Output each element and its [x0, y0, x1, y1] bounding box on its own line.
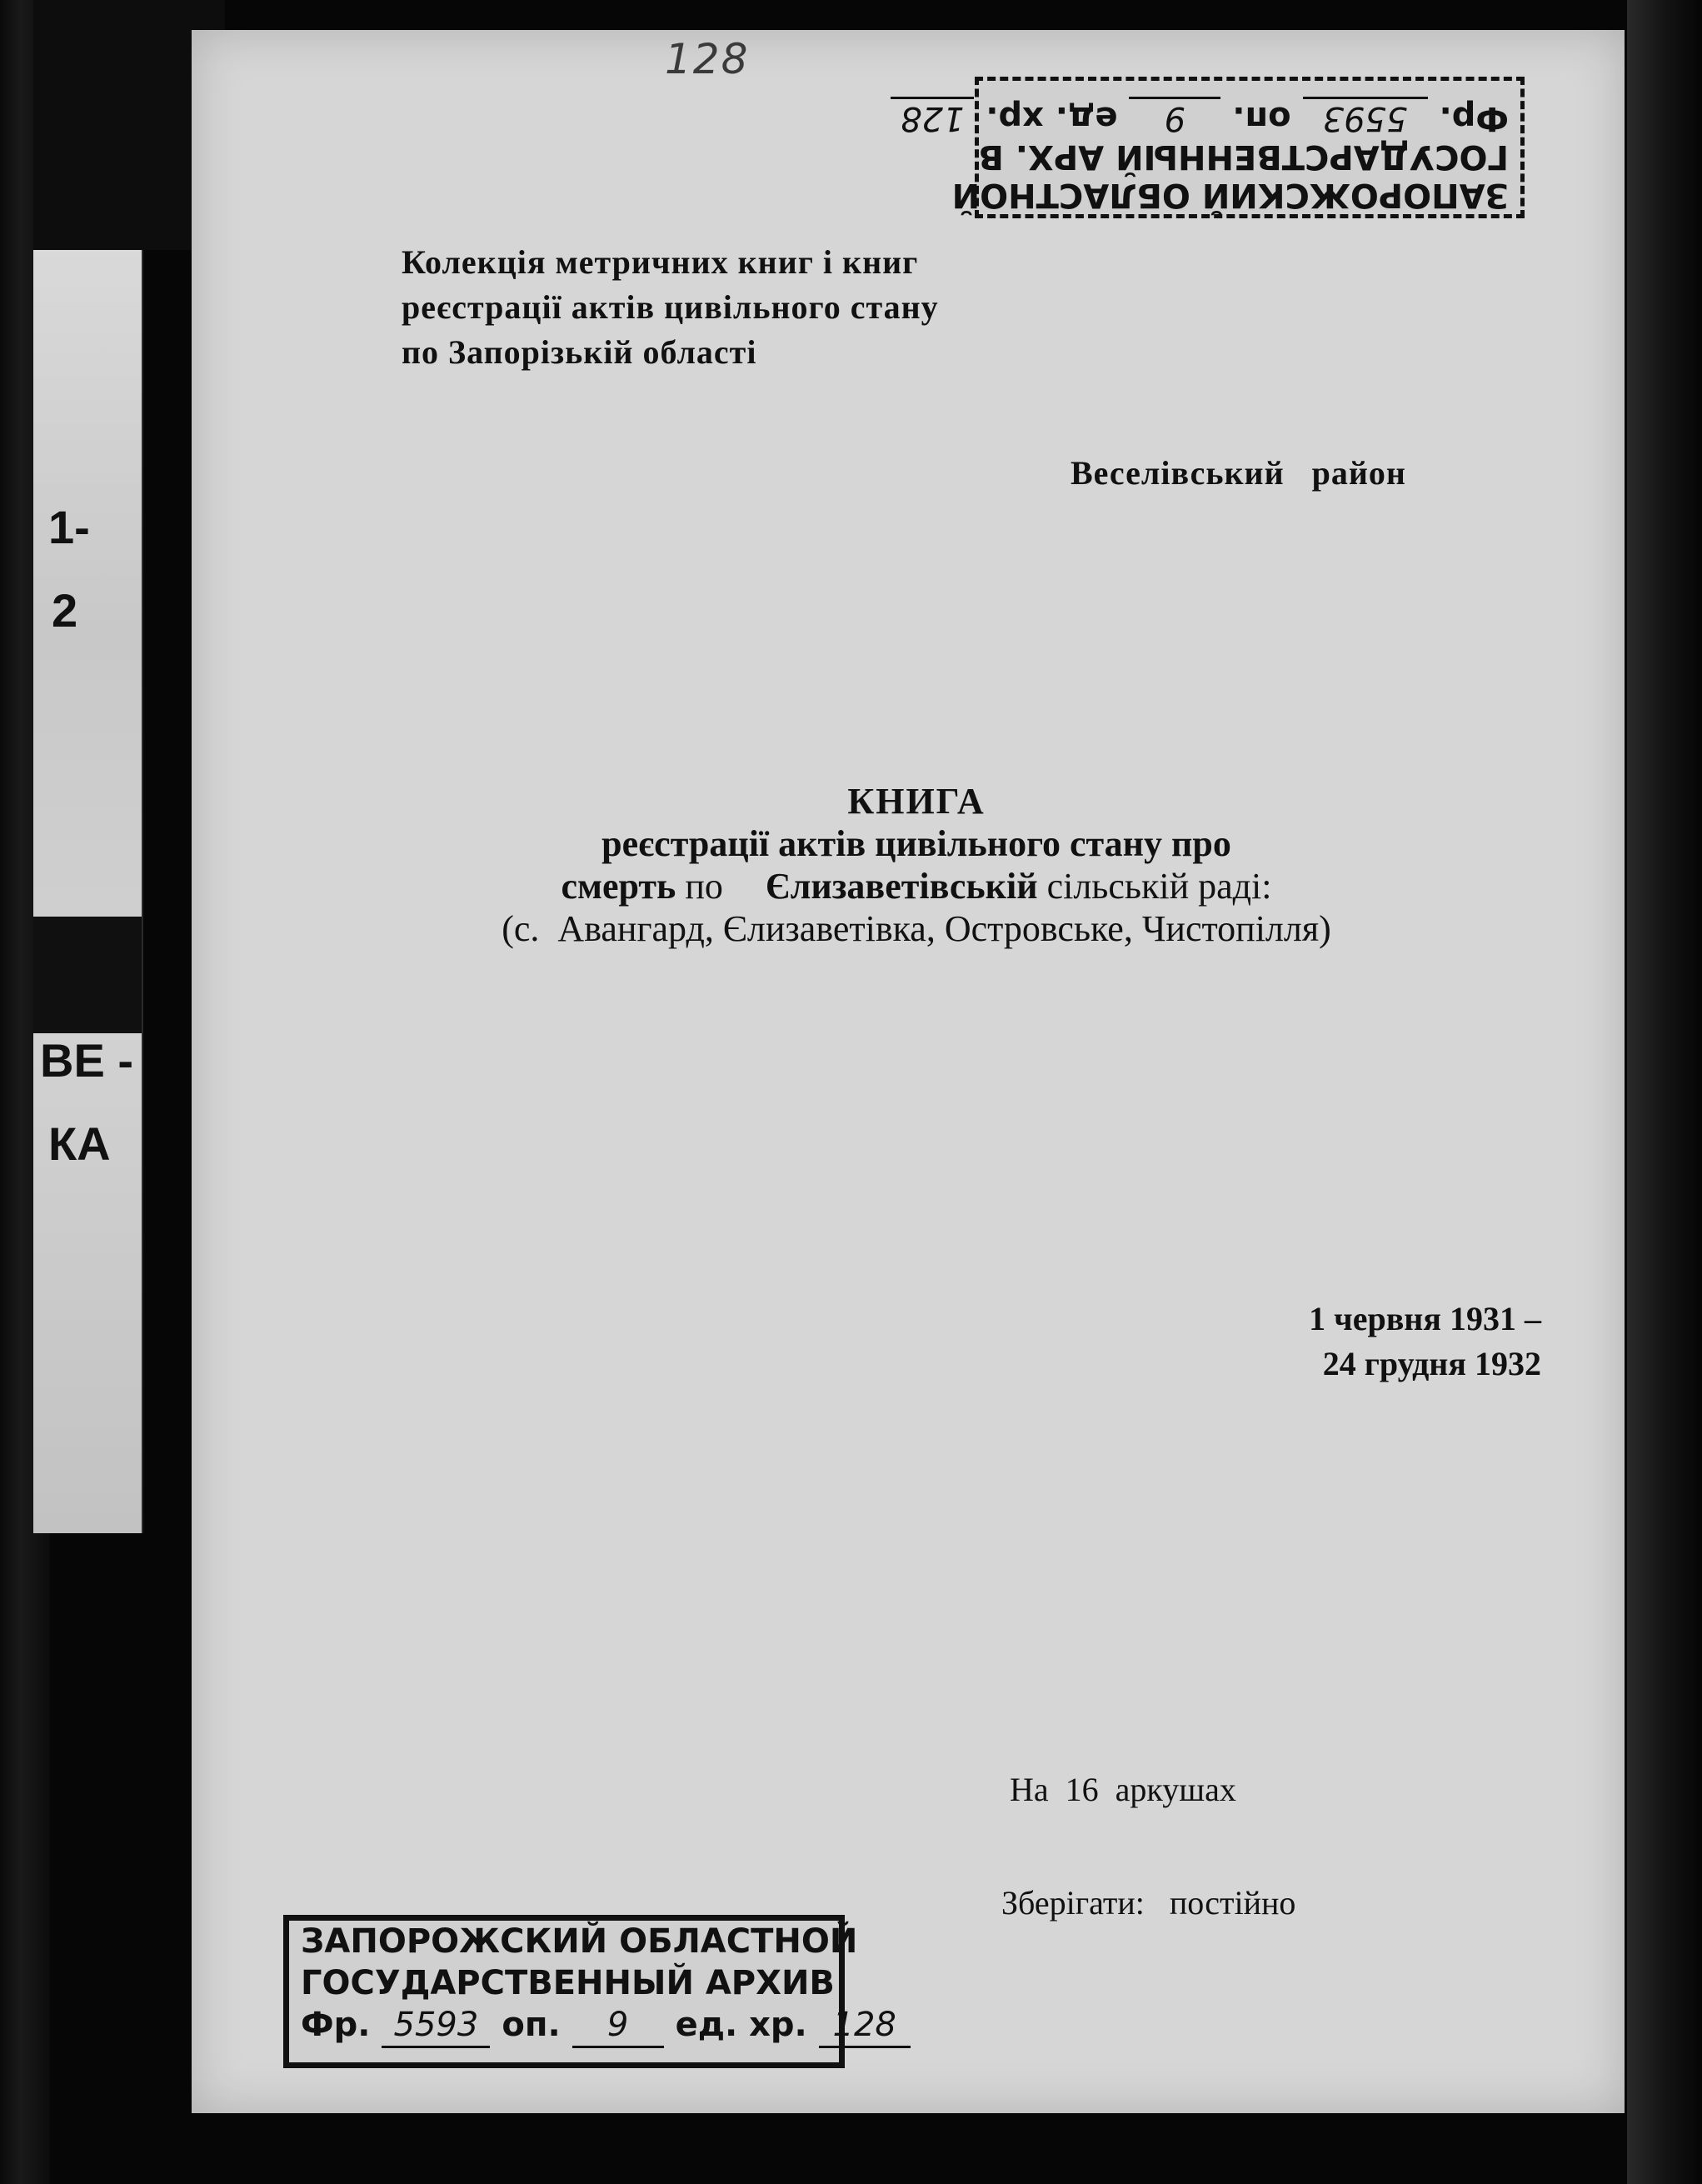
- stamp-bottom-item-label: ед. хр.: [675, 2006, 807, 2044]
- stamp-bottom-item-value: 128: [819, 2004, 911, 2048]
- collection-heading: [402, 240, 939, 375]
- document-page: [192, 30, 1625, 2113]
- margin-fragment-3: ВЕ -: [40, 1034, 133, 1087]
- book-line-3-plain-1: по: [676, 866, 732, 907]
- stamp-top-item-label: ед. хр.: [986, 99, 1118, 137]
- underlying-sheet-strip: [33, 250, 143, 1533]
- margin-fragment-2: 2: [52, 584, 78, 637]
- collection-line-2: реєстрації актів цивільного стану: [402, 288, 939, 326]
- stamp-top-fond-label: Фр.: [1439, 99, 1509, 137]
- archive-stamp-bottom: [283, 1915, 896, 2068]
- archive-stamp-top: [901, 77, 1525, 218]
- date-range: [1175, 1297, 1541, 1387]
- stamp-bottom-line-1: ЗАПОРОЖСКИЙ ОБЛАСТНОЙ: [301, 1922, 858, 1961]
- book-line-4: (с. Авангард, Єлизаветівка, Островське, Чистопілля): [502, 908, 1331, 949]
- book-line-3: [308, 865, 1525, 907]
- book-line-3-bold-1: смерть: [561, 866, 676, 907]
- date-start: 1 червня 1931 –: [1309, 1300, 1541, 1337]
- collection-line-1: Колекція метричних книг і книг: [402, 243, 919, 281]
- stamp-bottom-opis-value: 9: [572, 2004, 664, 2048]
- book-subtitle: реєстрації актів цивільного стану про: [601, 823, 1231, 864]
- margin-fragment-1: 1-: [48, 501, 90, 553]
- scan-right-edge: [1627, 0, 1702, 2184]
- stamp-bottom-line-2: ГОСУДАРСТВЕННЫЙ АРХИВ: [301, 1964, 835, 2002]
- sheet-count: На 16 аркушах: [1010, 1771, 1236, 1808]
- collection-line-3: по Запорізькій області: [402, 333, 757, 371]
- stamp-top-fond-value: 5593: [1303, 97, 1428, 137]
- stamp-bottom-opis-label: оп.: [502, 2006, 561, 2044]
- stamp-top-fields: [901, 97, 1520, 137]
- book-title: КНИГА: [847, 781, 986, 822]
- date-end: 24 грудня 1932: [1322, 1345, 1541, 1382]
- stamp-top-line-2: ГОСУДАРСТВЕННЫЙ АРХ. В: [978, 137, 1509, 176]
- book-title-block: [308, 780, 1525, 950]
- book-line-3-plain-2: сільській раді:: [1037, 866, 1272, 907]
- stamp-bottom-fond-label: Фр.: [301, 2006, 371, 2044]
- stamp-bottom-fond-value: 5593: [382, 2004, 490, 2048]
- book-line-3-bold-2: Єлизаветівській: [765, 866, 1038, 907]
- stamp-top-opis-label: оп.: [1232, 99, 1291, 137]
- stamp-top-opis-value: 9: [1129, 97, 1220, 137]
- stamp-bottom-fields: [289, 2004, 896, 2048]
- district-name: Веселівський район: [1071, 454, 1406, 492]
- stamp-top-item-value: 128: [891, 97, 974, 137]
- stamp-top-line-1: ЗАПОРОЖСКИЙ ОБЛАСТНОЙ: [951, 176, 1509, 214]
- underlying-sheet-gap: [33, 917, 142, 1033]
- margin-fragment-4: КА: [48, 1117, 111, 1170]
- retention-period: Зберігати: постійно: [1001, 1884, 1296, 1922]
- handwritten-page-number: 128: [665, 35, 750, 83]
